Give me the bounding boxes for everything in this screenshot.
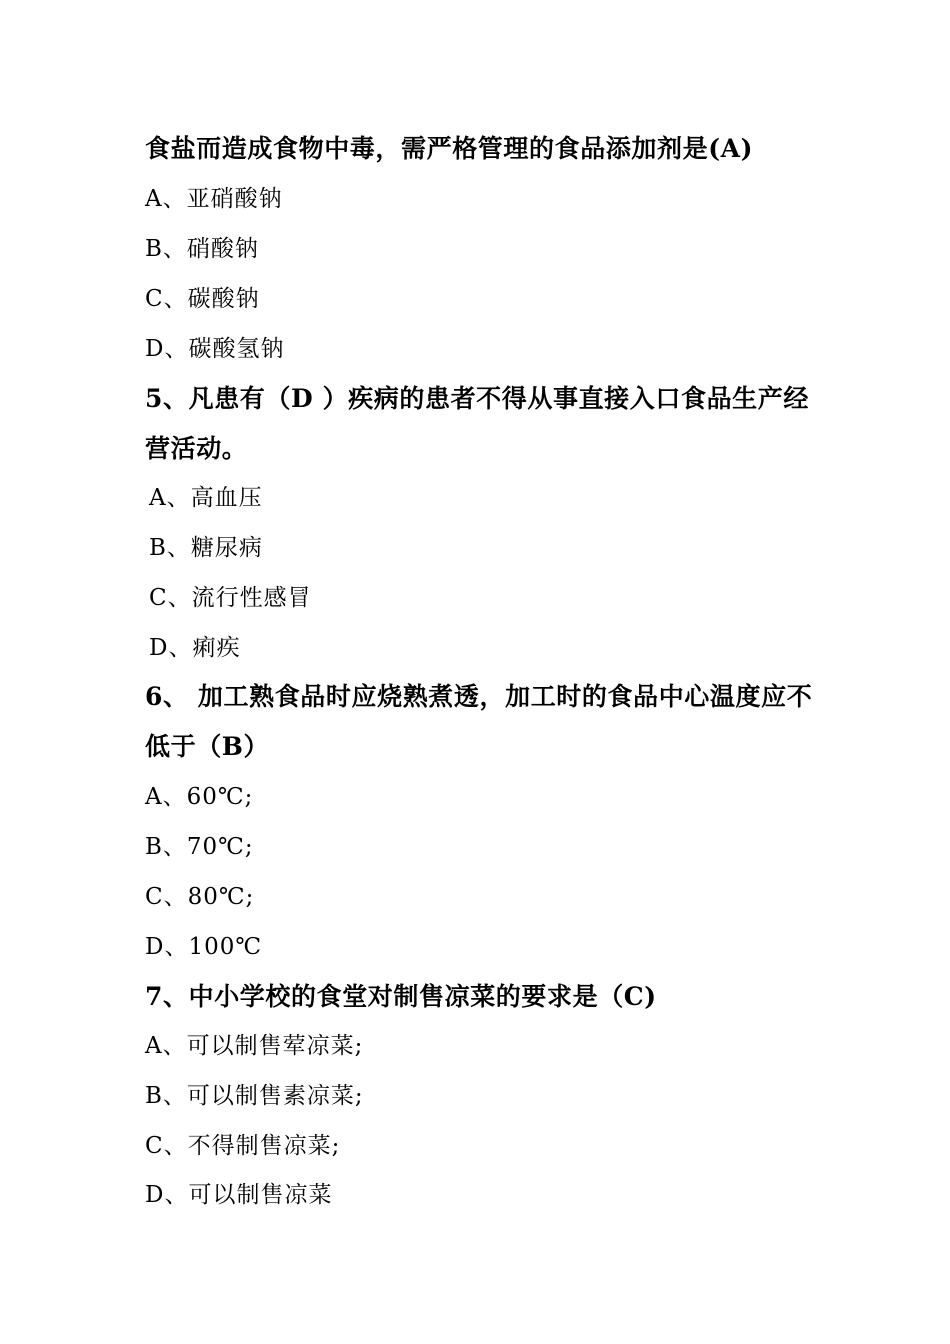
question-7-stem: 7、中小学校的食堂对制售凉菜的要求是（C): [145, 982, 657, 1011]
question-5-option-d: D、痢疾: [149, 635, 241, 661]
question-4-stem: 食盐而造成食物中毒，需严格管理的食品添加剂是(A): [145, 134, 754, 163]
question-7-option-c: C、不得制售凉菜;: [145, 1133, 341, 1159]
question-5-option-b: B、糖尿病: [149, 535, 263, 561]
question-5-stem-continued: 营活动。: [145, 434, 248, 463]
question-7-option-b: B、可以制售素凉菜;: [145, 1083, 364, 1109]
question-4-option-c: C、碳酸钠: [145, 286, 260, 312]
question-6-option-d: D、100℃: [145, 934, 263, 960]
question-4-option-a: A、亚硝酸钠: [145, 186, 283, 212]
question-7-option-d: D、可以制售凉菜: [145, 1182, 333, 1208]
question-6-option-c: C、80℃;: [145, 884, 255, 910]
question-6-option-b: B、70℃;: [145, 834, 254, 860]
question-5-option-a: A、高血压: [149, 485, 263, 511]
question-5-option-c: C、流行性感冒: [149, 585, 312, 611]
question-6-stem-continued: 低于（B）: [145, 732, 270, 761]
question-6-stem: 6、 加工熟食品时应烧熟煮透，加工时的食品中心温度应不: [145, 682, 813, 711]
question-4-option-b: B、硝酸钠: [145, 236, 259, 262]
question-7-option-a: A、可以制售荤凉菜;: [145, 1033, 364, 1059]
question-6-option-a: A、60℃;: [145, 784, 254, 810]
question-5-stem: 5、凡患有（D ）疾病的患者不得从事直接入口食品生产经: [145, 384, 809, 413]
question-4-option-d: D、碳酸氢钠: [145, 336, 285, 362]
